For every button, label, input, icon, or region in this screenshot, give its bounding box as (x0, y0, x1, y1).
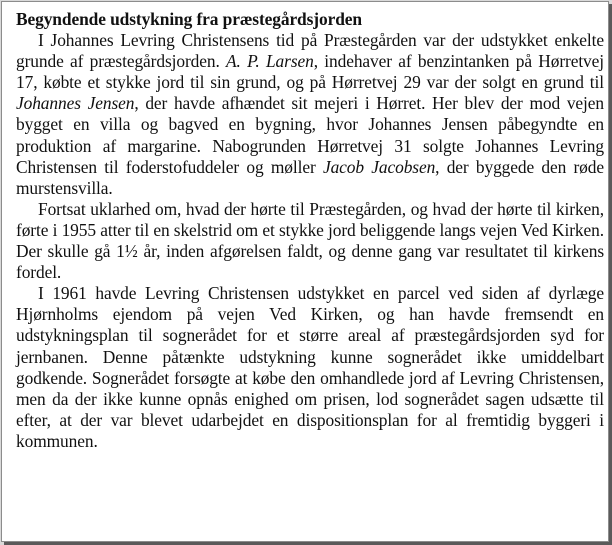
document-frame (1, 1, 609, 542)
text-run: , der byggede den røde murstensvilla. (16, 156, 604, 198)
text-run: I 1961 havde Levring Christensen udstykket en parcel ved siden af dyrlæge Hjørnholms ejendom på vejen Ved Kirken, og han havde fremsendt en udstykningsplan til sognerådet for et større areal af præstegårdsjorden syd for jernbanen. Denne påtænkte udstykning kunne sognerådet ikke umiddelbart godkende. Sognerådet forsøgte at købe den omhandlede jord af Levring Christensen, men da der ikke kunne opnås enighed om prisen, lod sognerådet sagen udsætte til efter, at der var blevet udarbejdet en dispositionsplan for al fremtidig byggeri i kommunen. (16, 283, 604, 451)
italic-name: Jacob Jacobsen (322, 156, 436, 177)
text-run: I Johannes Levring Christensens tid på Præstegården var der udstykket enkelte grunde af præstegårdsjorden. (16, 30, 604, 72)
text-run: , der havde afhændet sit mejeri i Hørret. Her blev der mod vejen bygget en villa og bagved en bygning, hvor Johannes Jensen påbegyndte en produktion af margarine. Nabogrunden Hørretvej 31 solgte Johannes Levring Christensen til foderstofuddeler og møller (16, 93, 604, 177)
italic-name: A. P. Larsen (226, 51, 314, 72)
paragraphs (16, 30, 604, 452)
paragraph (16, 30, 604, 199)
paragraph (16, 283, 604, 452)
paragraph (16, 199, 604, 283)
text-run: Fortsat uklarhed om, hvad der hørte til Præstegården, og hvad der hørte til kirken, førte i 1955 atter til en skelstrid om et stykke jord beliggende langs vejen Ved Kirken. Der skulle gå 1½ år, inden afgørelsen faldt, og denne gang var resultatet til kirkens fordel. (16, 198, 604, 283)
article-text (16, 9, 604, 452)
text-run: , indehaver af benzintanken på Hørretvej 17, købte et stykke jord til sin grund, og på Hørretvej 29 var der solgt en grund til (16, 51, 605, 93)
section-heading: Begyndende udstykning fra præstegårdsjorden (16, 9, 362, 29)
italic-name: Johannes Jensen (16, 93, 135, 114)
